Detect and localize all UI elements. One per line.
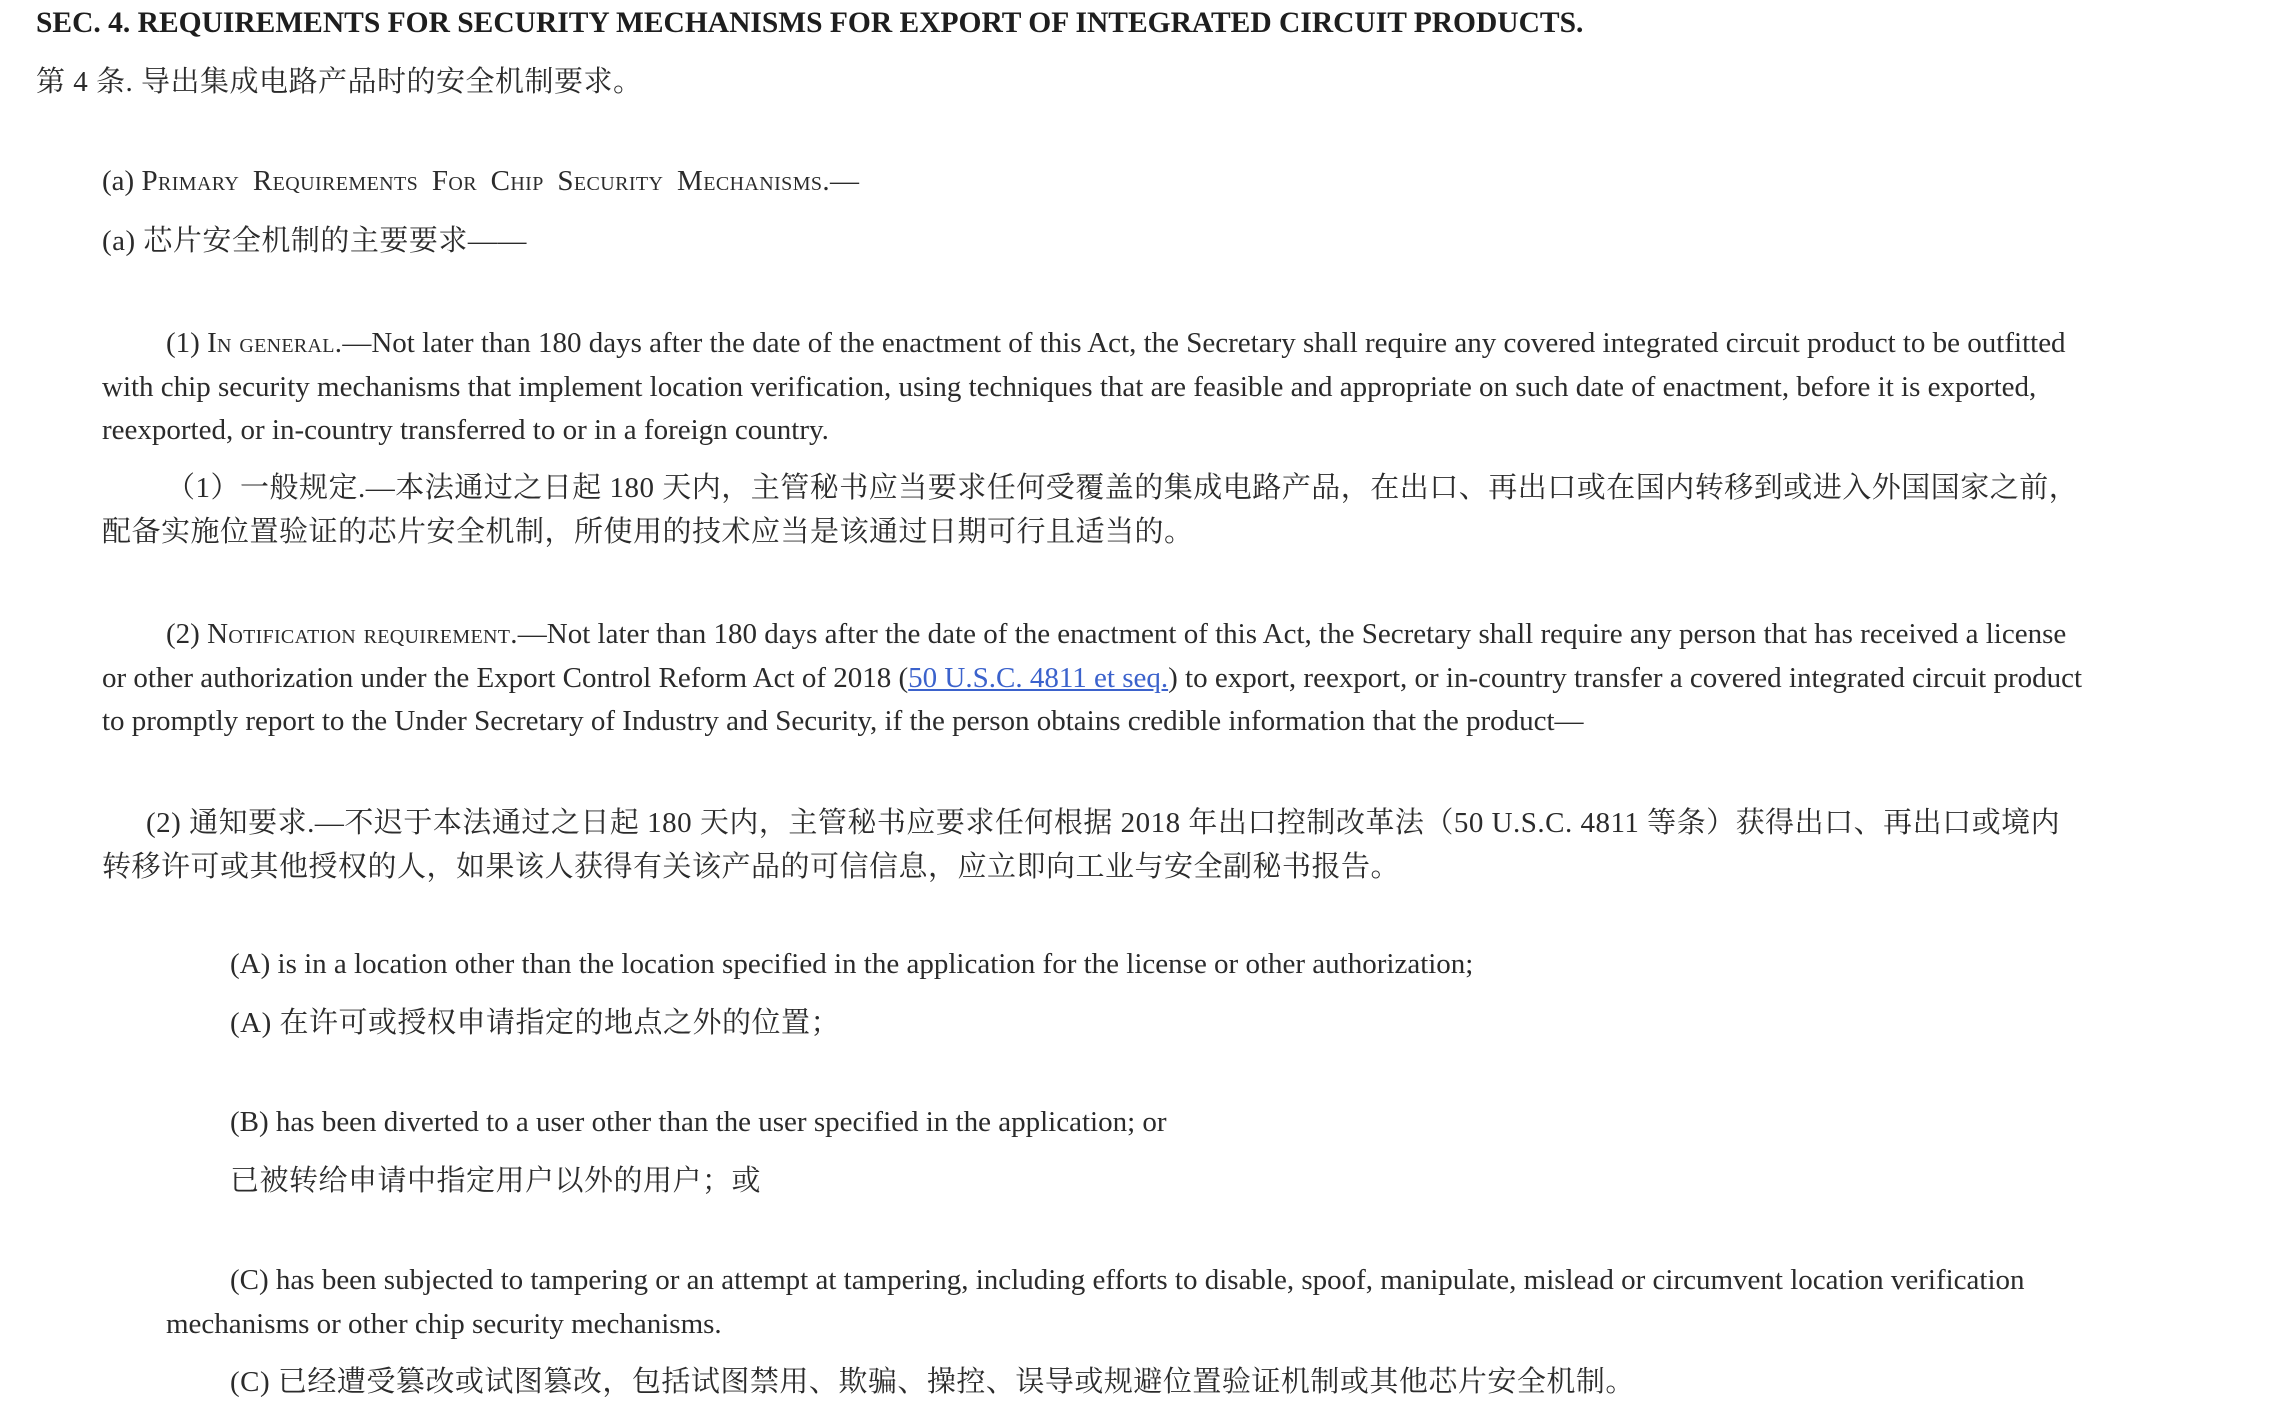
paragraph-2-zh: (2) 通知要求.—不迟于本法通过之日起 180 天内，主管秘书应要求任何根据 2018 年出口控制改革法（50 U.S.C. 4811 等条）获得出口、再出口或境内转移许可或其他授权的人，如果该人获得有关该产品的可信信息，应立即向工业与安全副秘书报告。 <box>102 807 2061 883</box>
paragraph-1 <box>102 322 2085 453</box>
subsection-a-title: Primary Requirements For Chip Security Mechanisms.— <box>141 165 860 197</box>
subsection-a-heading-zh: (a) 芯片安全机制的主要要求—— <box>102 225 527 257</box>
item-a-zh: (A) 在许可或授权申请指定的地点之外的位置； <box>230 1007 841 1039</box>
paragraph-2-text-after-link: ) to export, reexport, or in-country transfer a covered integrated circuit product to promptly report to the Under Secretary of Industry and Security, if the person obtains credible information that the product— <box>102 661 2083 738</box>
paragraph-1-zh: （1）一般规定.—本法通过之日起 180 天内，主管秘书应当要求任何受覆盖的集成电路产品，在出口、再出口或在国内转移到或进入外国国家之前，配备实施位置验证的芯片安全机制，所使用的技术应当是该通过日期可行且适当的。 <box>102 472 2079 548</box>
item-a: (A) is in a location other than the location specified in the application for the license or other authorization; <box>230 948 1474 980</box>
paragraph-1-text: —Not later than 180 days after the date of the enactment of this Act, the Secretary shall require any covered integrated circuit product to be outfitted with chip security mechanisms that implement location verification, using techniques that are feasible and appropriate on such date of enactment, before it is exported, reexported, or in-country transferred to or in a foreign country. <box>102 327 2066 447</box>
paragraph-1-heading: In general. <box>207 327 343 359</box>
section-title-zh: 第 4 条. 导出集成电路产品时的安全机制要求。 <box>36 66 643 98</box>
paragraph-2-text-before-link: —Not later than 180 days after the date of the enactment of this Act, the Secretary shall require any person that has received a license or other authorization under the Export Control Reform Act of 2018 ( <box>102 618 2067 694</box>
item-c-zh: (C) 已经遭受篡改或试图篡改，包括试图禁用、欺骗、操控、误导或规避位置验证机制或其他芯片安全机制。 <box>230 1366 1635 1398</box>
paragraph-2 <box>102 613 2085 744</box>
item-b-zh: 已被转给申请中指定用户以外的用户；或 <box>230 1165 762 1197</box>
usc-citation-link[interactable]: 50 U.S.C. 4811 et seq. <box>908 661 1169 694</box>
subsection-a-label: (a) <box>102 165 142 197</box>
paragraph-2-label: (2) <box>166 618 208 650</box>
item-b: (B) has been diverted to a user other than the user specified in the application; or <box>230 1106 1167 1138</box>
paragraph-2-heading: Notification requirement. <box>207 618 518 650</box>
item-c: (C) has been subjected to tampering or an attempt at tampering, including efforts to disable, spoof, manipulate, mislead or circumvent location verification mechanisms or other chip security mechanisms. <box>166 1264 2025 1340</box>
subsection-a-heading <box>102 160 2085 204</box>
paragraph-1-label: (1) <box>166 327 208 359</box>
section-title: SEC. 4. REQUIREMENTS FOR SECURITY MECHANISMS FOR EXPORT OF INTEGRATED CIRCUIT PRODUCTS. <box>36 7 1584 39</box>
